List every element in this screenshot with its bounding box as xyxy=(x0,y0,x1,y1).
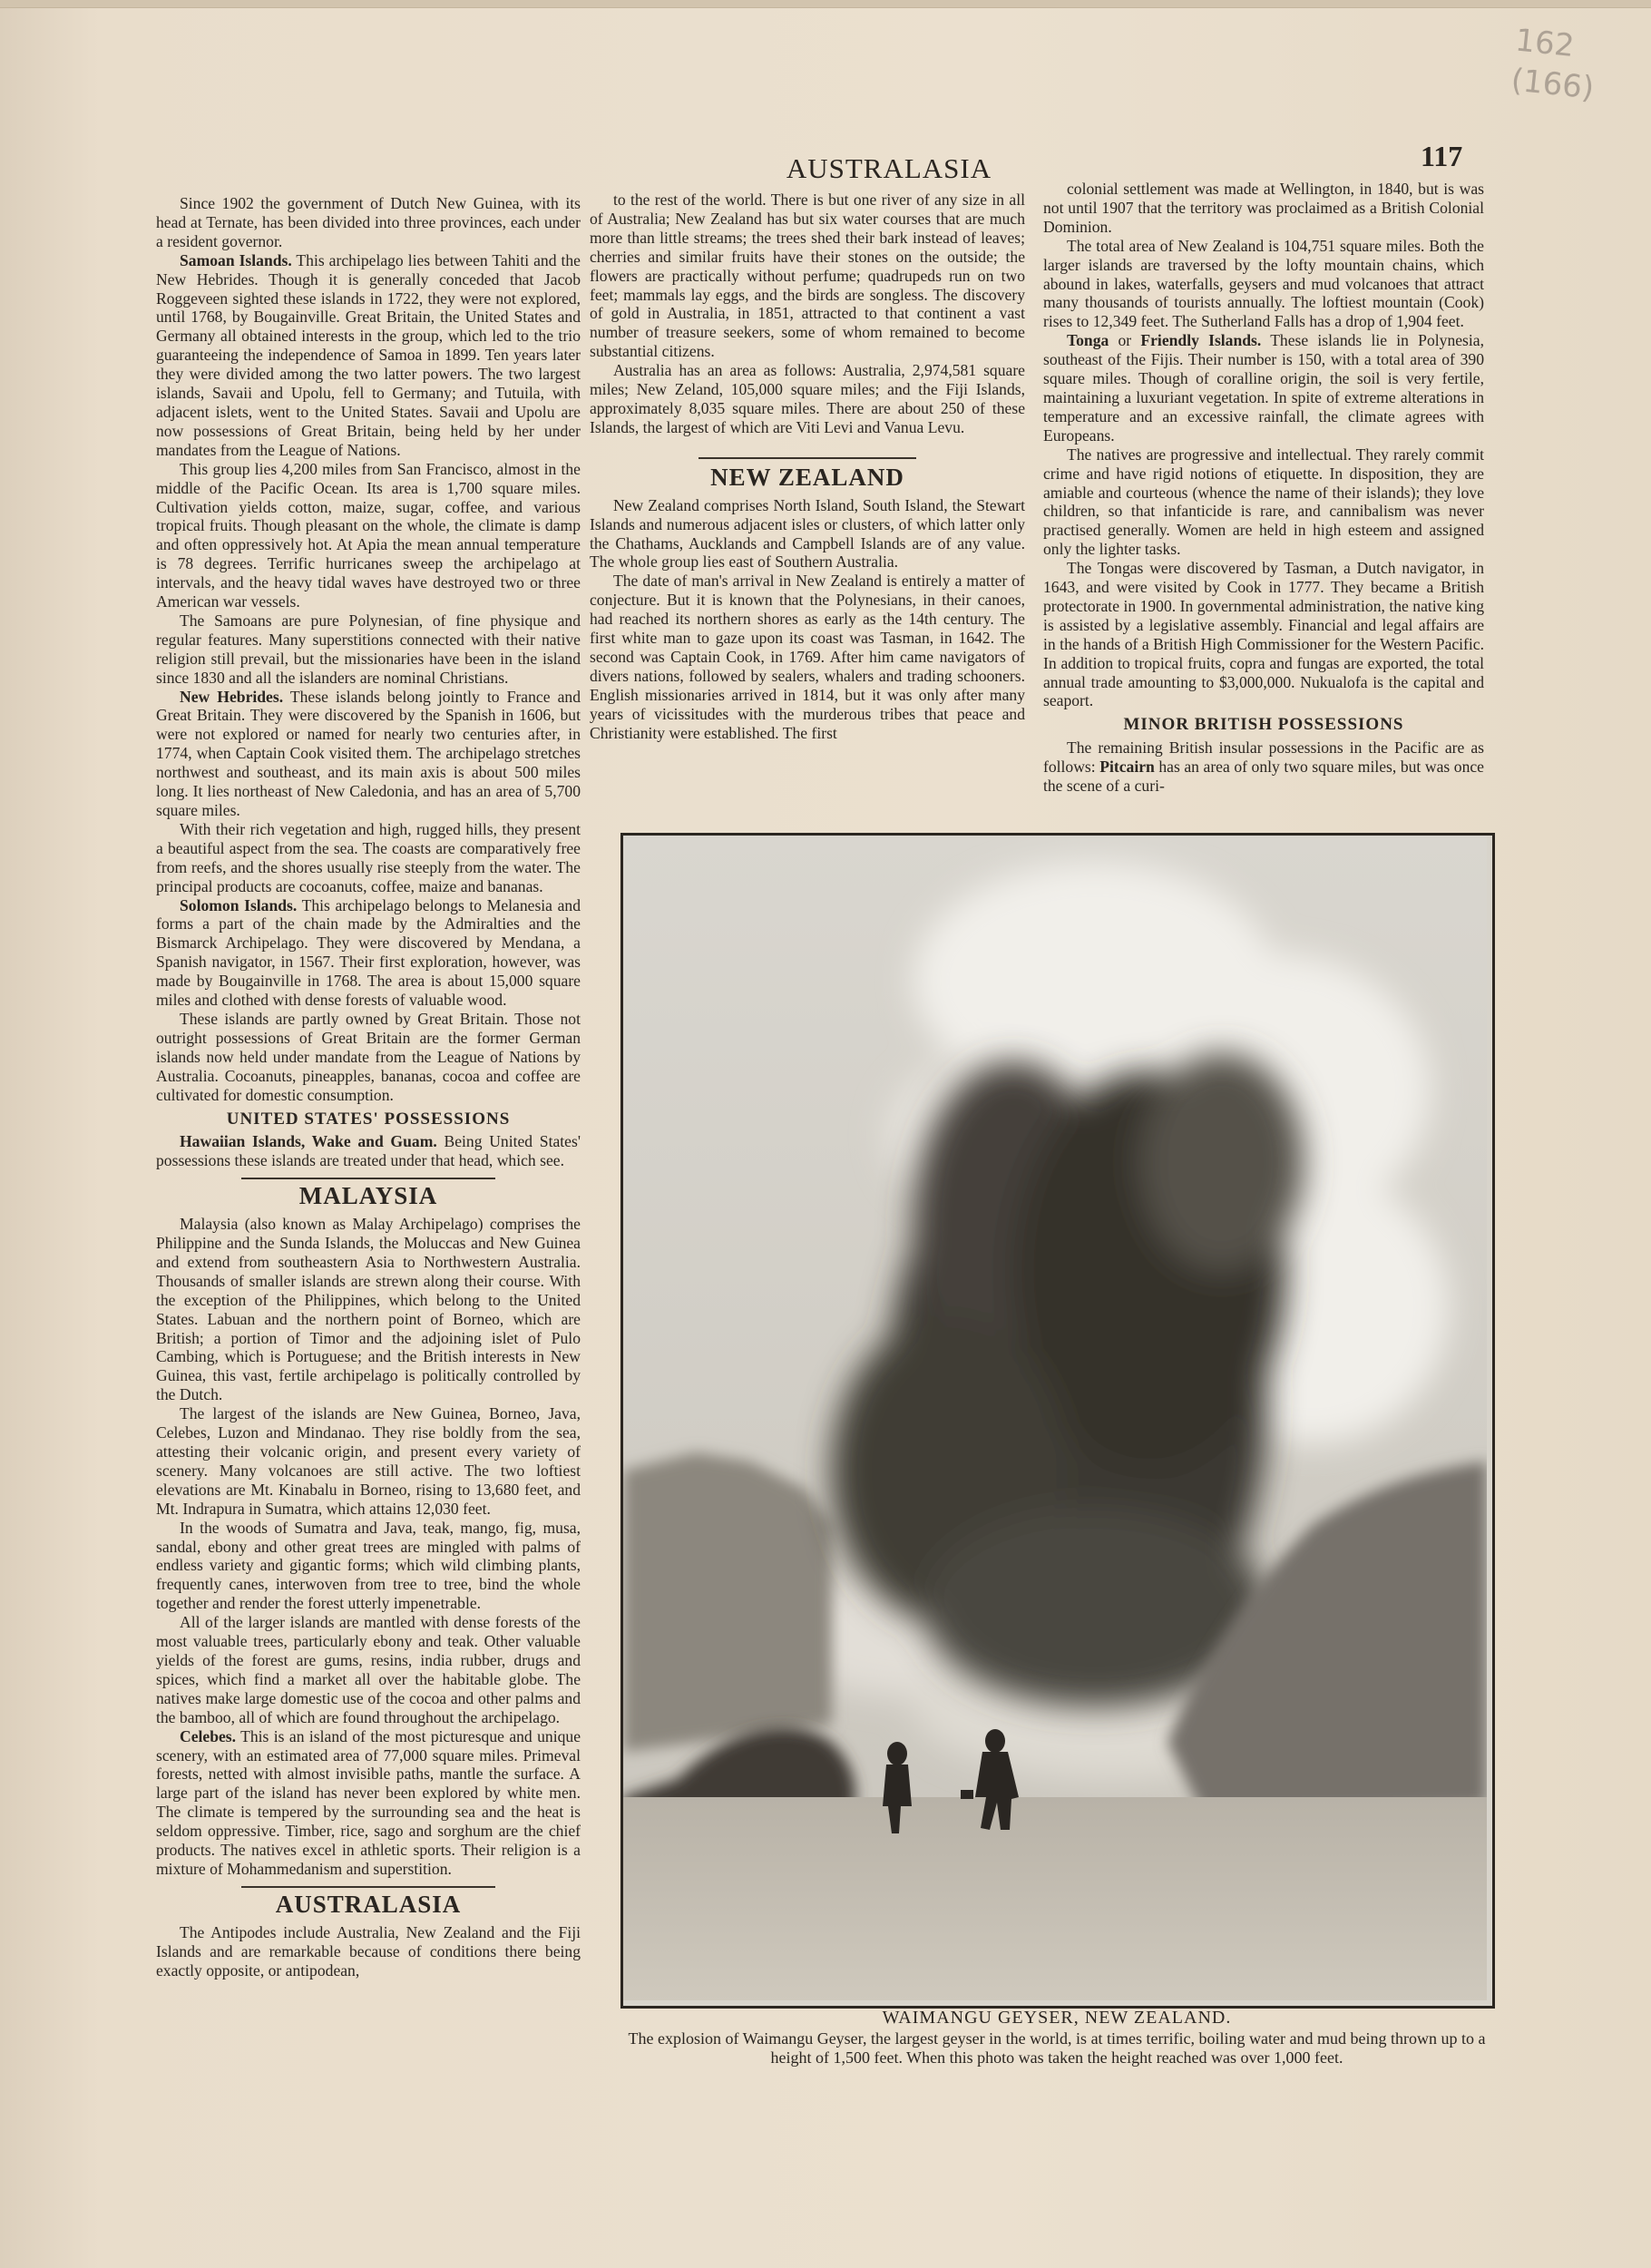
running-title: AUSTRALASIA xyxy=(786,152,992,184)
geyser-photo-illustration xyxy=(623,836,1487,2000)
run-in-heading: Celebes. xyxy=(180,1726,237,1745)
run-in-heading: Samoan Islands. xyxy=(180,250,292,269)
paragraph-text: This archipelago lies between Tahiti and the New Hebrides. Though it is generally conceded that Jacob Roggeveen sighted these islands in 1722, they were not explored, until 1768, by Bougainville. Great Britain, the United States and Germany all obtained interests in the group, which led to the trio guaranteeing the independence of Samoa in 1899. Ten years later they were divided among the two latter powers. The two largest islands, Savaii and Upolu, fell to Germany; and Tutuila, with adjacent islets, went to the United States. Savaii and Upolu are now possessions of Great Britain, being held by her under mandates from the League of Nations. xyxy=(156,250,581,459)
run-in-heading: Tonga xyxy=(1067,331,1109,350)
paragraph: colonial settlement was made at Wellington, in 1840, but is was not until 1907 that the territory was proclaimed as a British Colonial Dominion. xyxy=(1043,180,1484,236)
run-in-heading: Hawaiian Islands, Wake and Guam. xyxy=(180,1132,437,1151)
paragraph-solomon xyxy=(156,896,581,1010)
column-1 xyxy=(156,194,581,1980)
run-in-heading: Friendly Islands. xyxy=(1140,331,1262,350)
column-3 xyxy=(1043,180,1484,796)
paragraph-text: The remaining British insular possessions in the Pacific are as follows: xyxy=(1043,738,1484,777)
paragraph-new-hebrides xyxy=(156,688,581,820)
run-in-heading: Solomon Islands. xyxy=(180,895,298,914)
paragraph: The natives are progressive and intellectual. They rarely commit crime and have rigid notions of etiquette. In disposition, they are amiable and courteous (whence the name of their islands); they love children, so that infanticide is rare, and cannibalism was never practised generally. Women are held in high esteem and assigned only the lighter tasks. xyxy=(1043,445,1484,559)
paragraph-tonga xyxy=(1043,331,1484,445)
paragraph: Australia has an area as follows: Australia, 2,974,581 square miles; New Zeland, 105,000 square miles; and the Fiji Islands, approximately 8,035 square miles. There are about 250 of these Islands, the largest of which are Viti Levi and Vanua Levu. xyxy=(590,361,1025,436)
photo-caption xyxy=(626,2009,1488,2068)
divider-rule xyxy=(698,457,916,459)
section-heading-us-possessions: UNITED STATES' POSSESSIONS xyxy=(226,1109,511,1129)
paragraph-text: Being United States' possessions these islands are treated under that head, which see. xyxy=(156,1132,581,1170)
paragraph-text: or xyxy=(1109,331,1141,350)
paragraph: All of the larger islands are mantled with dense forests of the most valuable trees, particularly ebony and teak. Other valuable yields of the forest are gums, resins, india rubber, drugs and spices, which find a market all over the habitable globe. The natives make large domestic use of the cocoa and other palms and the bamboo, all of which are found throughout the archipelago. xyxy=(156,1613,581,1726)
paragraph-text: This is an island of the most picturesque and unique scenery, with an estimated area of 77,000 square miles. Primeval forests, netted with almost invisible paths, mantle the surface. A large part of the island has never been explored by white men. The climate is tempered by the surrounding sea and the heat is seldom oppressive. Timber, rice, sago and sorghum are the chief products. The natives excel in athletic sports. Their religion is a mixture of Mohammedanism and superstition. xyxy=(156,1726,581,1878)
paragraph-hawaii xyxy=(156,1132,581,1170)
section-heading-malaysia: MALAYSIA xyxy=(241,1178,496,1206)
paragraph: This group lies 4,200 miles from San Francisco, almost in the middle of the Pacific Ocean. Its area is 1,700 square miles. Cultivation yields cotton, maize, sugar, coffee, and various tropical fruits. Though pleasant on the whole, the climate is damp and often oppressively hot. At Apia the mean annual temperature is 78 degrees. Terrific hurricanes sweep the archipelago at intervals, and the heavy tidal waves have destroyed two or three American war vessels. xyxy=(156,459,581,611)
column-2 xyxy=(590,191,1025,742)
paragraph: to the rest of the world. There is but one river of any size in all of Australia; New Zealand has but six water courses that are much more than little streams; the trees shed their bark instead of leaves; cherries and similar fruits have their stones on the outside; the flowers are practically without perfume; quadrupeds run on two feet; mammals lay eggs, and the birds are songless. The discovery of gold in Australia, in 1851, attracted to that continent a vast number of treasure seekers, some of whom remained to become substantial citizens. xyxy=(590,191,1025,361)
paragraph: The Antipodes include Australia, New Zealand and the Fiji Islands and are remarkable because of conditions there being exactly opposite, or antipodean, xyxy=(156,1922,581,1980)
paragraph: The total area of New Zealand is 104,751 square miles. Both the larger islands are traversed by the lofty mountain chains, which abound in lakes, waterfalls, geysers and mud volcanoes that attract many thousands of tourists annually. The loftiest mountain (Cook) rises to 12,349 feet. The Sutherland Falls has a drop of 1,904 feet. xyxy=(1043,236,1484,331)
paragraph-celebes xyxy=(156,1727,581,1879)
caption-title: WAIMANGU GEYSER, NEW ZEALAND. xyxy=(882,2008,1232,2028)
pencil-annotation xyxy=(1509,20,1617,110)
pencil-note-2: (166) xyxy=(1509,62,1597,107)
paragraph: The date of man's arrival in New Zealand is entirely a matter of conjecture. But it is known that the Polynesians, in their canoes, had reached its northern shores as early as the 14th century. The first white man to gaze upon its coast was Tasman, in 1642. The second was Captain Cook, in 1769. After him came navigators of divers nations, followed by sealers, whalers and trading schooners. English missionaries arrived in 1814, but it was only after many years of vicissitudes with the murderous tribes that peace and Christianity were established. The first xyxy=(590,572,1025,742)
paragraph: New Zealand comprises North Island, South Island, the Stewart Islands and numerous adjacent isles or clusters, of which latter only the Chathams, Aucklands and Campbell Islands are of any value. The whole group lies east of Southern Australia. xyxy=(590,495,1025,572)
paragraph: The largest of the islands are New Guinea, Borneo, Java, Celebes, Luzon and Mindanao. They rise boldly from the sea, attesting their volcanic origin, and present every variety of scenery. Many volcanoes are still active. The two loftiest elevations are Mt. Kinabalu in Borneo, rising to 13,680 feet, and Mt. Indrapura in Sumatra, which attains 12,030 feet. xyxy=(156,1404,581,1518)
paragraph-text: These islands lie in Polynesia, southeast of the Fijis. Their number is 150, with a total area of 390 square miles. Though of coralline origin, the soil is very fertile, maintaining a luxuriant vegetation. In spite of extreme alterations in temperature and an excessive rainfall, the climate agrees with Europeans. xyxy=(1043,331,1484,445)
page-number: 117 xyxy=(1421,140,1463,172)
paragraph: With their rich vegetation and high, rugged hills, they present a beautiful aspect from the sea. The coasts are comparatively free from reefs, and the shores usually rise steeply from the water. The principal products are cocoanuts, coffee, maize and bananas. xyxy=(156,819,581,895)
paragraph: The Tongas were discovered by Tasman, a Dutch navigator, in 1643, and were visited by Cook in 1777. They became a British protectorate in 1900. In governmental administration, the native king is assisted by a legislative assembly. Financial and legal affairs are in the hands of a British High Commissioner for the Western Pacific. In addition to tropical fruits, copra and fungas are exported, the total annual trade amounting to $3,000,000. Nukualofa is the capital and seaport. xyxy=(1043,559,1484,710)
pencil-note-1: 162 xyxy=(1513,22,1577,65)
section-heading-new-zealand: NEW ZEALAND xyxy=(710,463,904,491)
paragraph-text: This archipelago belongs to Melanesia and forms a part of the chain made by the Admiralties and the Bismarck Archipelago. They were discovered by Mendana, a Spanish navigator, in 1567. Their first exploration, however, was made by Bougainville in 1768. The area is about 15,000 square miles and clothed with dense forests of valuable wood. xyxy=(156,895,581,1010)
paragraph-samoa xyxy=(156,251,581,460)
paragraph: The Samoans are pure Polynesian, of fine physique and regular features. Many superstitions connected with their native religion still prevail, but the missionaries have been in the island since 1830 and all the islanders are nominal Christians. xyxy=(156,611,581,687)
section-heading-minor-british-possessions: MINOR BRITISH POSSESSIONS xyxy=(1123,715,1404,735)
paragraph-pitcairn xyxy=(1043,738,1484,796)
caption-text: The explosion of Waimangu Geyser, the largest geyser in the world, is at times terrific, boiling water and mud being thrown up to a height of 1,500 feet. When this photo was taken the height reached was over 1,000 feet. xyxy=(628,2029,1486,2067)
run-in-heading: Pitcairn xyxy=(1099,758,1155,777)
paragraph-text: has an area of only two square miles, but was once the scene of a curi- xyxy=(1043,758,1484,796)
geyser-photograph xyxy=(620,833,1495,2009)
paragraph: Since 1902 the government of Dutch New Guinea, with its head at Ternate, has been divided into three provinces, each under a resident governor. xyxy=(156,194,581,250)
paragraph: In the woods of Sumatra and Java, teak, mango, fig, musa, sandal, ebony and other great trees are mingled with palms of endless variety and gigantic forms; which wild climbing plants, frequently canes, interwoven from tree to tree, bind the whole together and render the forest utterly impenetrable. xyxy=(156,1518,581,1613)
run-in-heading: New Hebrides. xyxy=(180,687,284,706)
paragraph: Malaysia (also known as Malay Archipelago) comprises the Philippine and the Sunda Islands, the Moluccas and New Guinea and extend from southeastern Asia to Northwestern Australia. Thousands of smaller islands are strewn along their course. With the exception of the Philippines, which belong to the United States. Labuan and the northern point of Borneo, which are British; a portion of Timor and the adjoining islet of Pulo Cambing, which is Portuguese; and the British interests in New Guinea, this vast, fertile archipelago is politically controlled by the Dutch. xyxy=(156,1215,581,1404)
paragraph-text: These islands belong jointly to France and Great Britain. They were discovered by the Spanish in 1606, but were not explored or named for nearly two centuries after, in 1774, when Captain Cook visited them. The archipelago stretches northwest and southeast, and its main axis is about 500 miles long. It lies northeast of New Caledonia, and has an area of 5,700 square miles. xyxy=(156,687,581,819)
top-edge xyxy=(0,0,1651,8)
paragraph: These islands are partly owned by Great Britain. Those not outright possessions of Great Britain are the former German islands now held under mandate from the League of Nations by Australia. Cocoanuts, pineapples, bananas, cocoa and coffee are cultivated for domestic consumption. xyxy=(156,1009,581,1104)
section-heading-australasia: AUSTRALASIA xyxy=(241,1886,496,1914)
